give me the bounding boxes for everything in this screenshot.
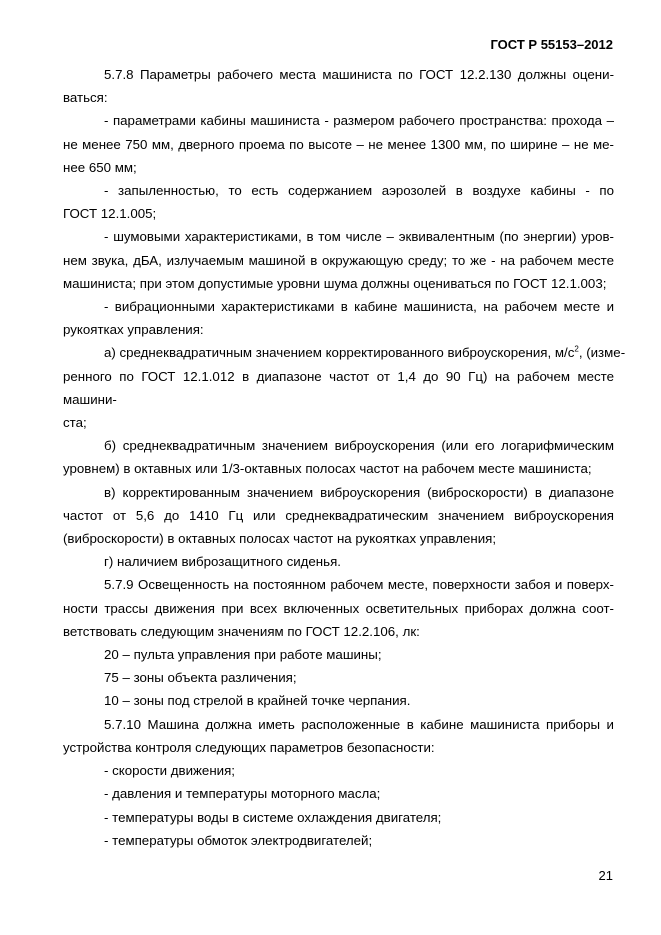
text-line: не менее 750 мм, дверного проема по высоте – не менее 1300 мм, по ширине – не ме-	[63, 136, 614, 152]
paragraph-dust	[63, 179, 614, 225]
paragraph-vibration-c	[63, 481, 614, 551]
text-line: б) среднеквадратичным значением виброускорения (или его логарифмическим	[104, 438, 614, 454]
text-line: ренного по ГОСТ 12.1.012 в диапазоне частот от 1,4 до 90 Гц) на рабочем месте машини-	[63, 368, 614, 407]
text-line: ветствовать следующим значениям по ГОСТ 12.2.106, лк:	[63, 623, 420, 639]
paragraph-cabin	[63, 109, 614, 179]
text-line: 5.7.10 Машина должна иметь расположенные в кабине машиниста приборы и	[104, 716, 614, 732]
paragraph-5-7-10	[63, 713, 614, 759]
text-line: ваться:	[63, 90, 108, 106]
paragraph-vibration-d	[63, 550, 614, 573]
paragraph-vibration-b	[63, 434, 614, 480]
text-line: а) среднеквадратичным значением корректированного виброускорения, $м/с^2$, (изме-	[104, 345, 626, 361]
text-line: машиниста; при этом допустимые уровни шума должны оцениваться по ГОСТ 12.1.003;	[63, 275, 607, 291]
paragraph-5-7-9	[63, 573, 614, 643]
text-line: частот от 5,6 до 1410 Гц или среднеквадратическим значением виброускорения	[63, 507, 614, 523]
control-list	[63, 759, 614, 852]
list-item: - температуры обмоток электродвигателей;	[104, 832, 373, 848]
text-line: ста;	[63, 415, 87, 431]
text-line: (виброскорости) в октавных полосах частот на рукоятках управления;	[63, 531, 497, 547]
paragraph-noise	[63, 225, 614, 295]
text-line: нем звука, дБА, излучаемым машиной в окружающую среду; то же - на рабочем месте	[63, 252, 614, 268]
text-line: устройства контроля следующих параметров безопасности:	[63, 739, 435, 755]
document-body	[63, 63, 626, 852]
text-line: нее 650 мм;	[63, 159, 137, 175]
list-item: 10 – зоны под стрелой в крайней точке черпания.	[104, 693, 411, 709]
text-line: рукоятках управления:	[63, 322, 204, 338]
document-header: ГОСТ Р 55153–2012	[490, 37, 613, 52]
list-item: 75 – зоны объекта различения;	[104, 670, 297, 686]
list-item: - температуры воды в системе охлаждения двигателя;	[104, 809, 442, 825]
text-line: - вибрационными характеристиками в кабине машиниста, на рабочем месте и	[104, 299, 614, 315]
text-line: - параметрами кабины машиниста - размером рабочего пространства: прохода –	[104, 113, 614, 129]
paragraph-vibration	[63, 295, 614, 341]
text-line: 5.7.8 Параметры рабочего места машиниста по ГОСТ 12.2.130 должны оцени-	[104, 67, 614, 82]
text-line: 5.7.9 Освещенность на постоянном рабочем месте, поверхности забоя и поверх-	[104, 577, 614, 593]
text-line: - запыленностью, то есть содержанием аэрозолей в воздухе кабины - по	[104, 183, 614, 199]
text-line: г) наличием виброзащитного сиденья.	[104, 554, 341, 570]
text-line: ности трассы движения при всех включенных осветительных приборах должна соот-	[63, 600, 614, 616]
text-line: - шумовыми характеристиками, в том числе – эквивалентным (по энергии) уров-	[104, 229, 614, 245]
list-item: - скорости движения;	[104, 763, 235, 779]
text-line: ГОСТ 12.1.005;	[63, 206, 157, 222]
list-item: 20 – пульта управления при работе машины;	[104, 647, 382, 663]
paragraph-vibration-a	[63, 341, 626, 434]
paragraph-5-7-8	[63, 63, 614, 109]
text-line: уровнем) в октавных или 1/3-октавных полосах частот на рабочем месте машиниста;	[63, 461, 592, 477]
text-line: в) корректированным значением виброускорения (виброскорости) в диапазоне	[104, 484, 614, 500]
list-item: - давления и температуры моторного масла;	[104, 786, 381, 802]
lux-list	[63, 643, 614, 713]
page-number: 21	[598, 868, 613, 883]
